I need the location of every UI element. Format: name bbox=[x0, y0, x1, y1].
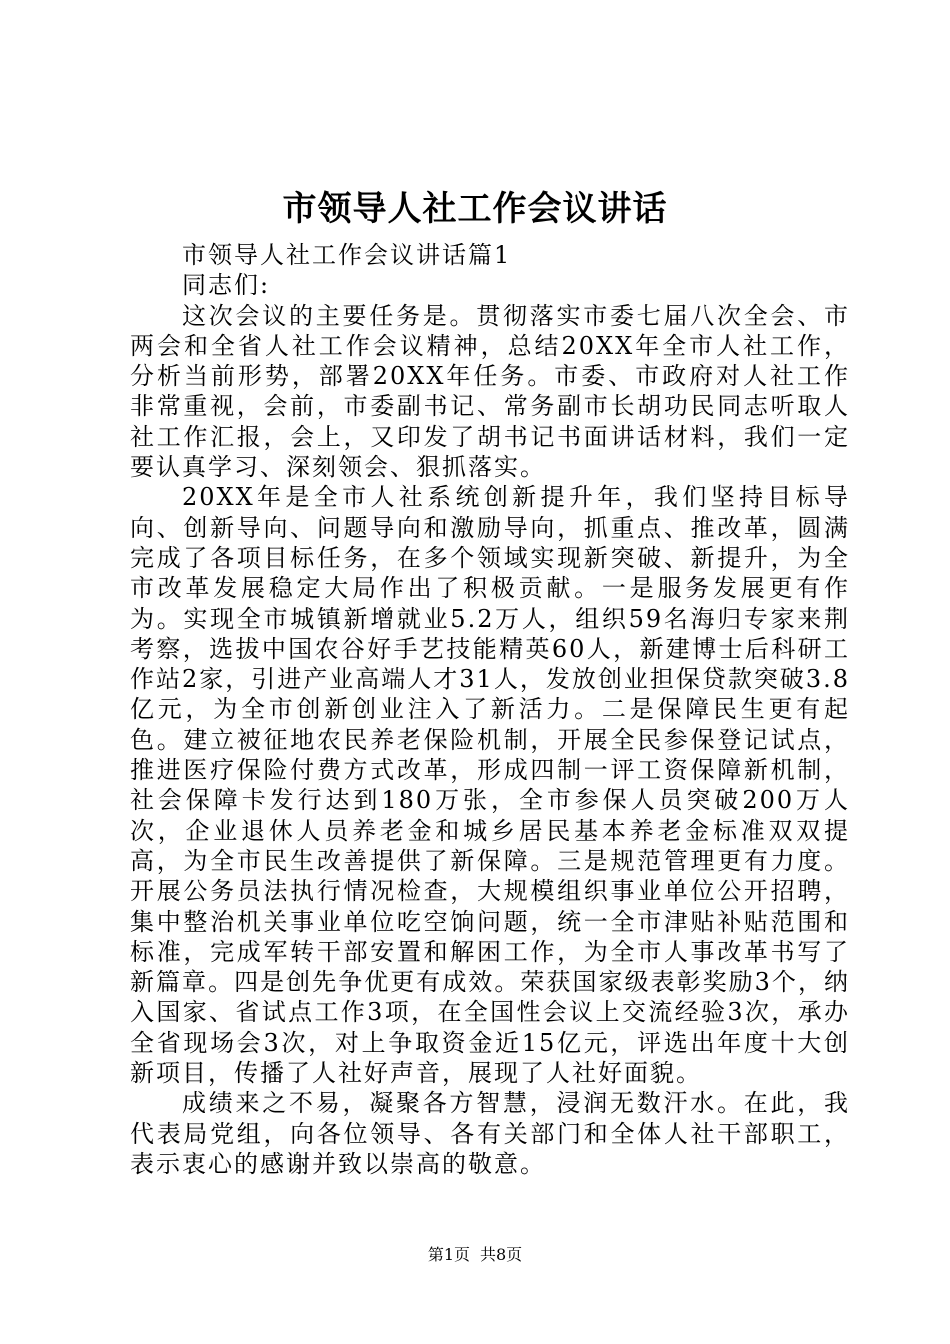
body-paragraph: 20XX年是全市人社系统创新提升年，我们坚持目标导向、创新导向、问题导向和激励导向，抓重点、推改革，圆满完成了各项目标任务，在多个领域实现新突破、新提升，为全市改革发展稳定大局作出了积极贡献。一是服务发展更有作为。实现全市城镇新增就业5.2万人，组织59名海归专家来荆考察，选拔中国农谷好手艺技能精英60人，新建博士后科研工作站2家，引进产业高端人才31人，发放创业担保贷款突破3.8亿元，为全市创新创业注入了新活力。二是保障民生更有起色。建立被征地农民养老保险机制，开展全民参保登记试点，推进医疗保险付费方式改革，形成四制一评工资保障新机制，社会保障卡发行达到180万张，全市参保人员突破200万人次，企业退休人员养老金和城乡居民基本养老金标准双双提高，为全市民生改善提供了新保障。三是规范管理更有力度。开展公务员法执行情况检查，大规模组织事业单位公开招聘，集中整治机关事业单位吃空饷问题，统一全市津贴补贴范围和标准，完成军转干部安置和解困工作，为全市人事改革书写了新篇章。四是创先争优更有成效。荣获国家级表彰奖励3个，纳入国家、省试点工作3项，在全国性会议上交流经验3次，承办全省现场会3次，对上争取资金近15亿元，评选出年度十大创新项目，传播了人社好声音，展现了人社好面貌。 bbox=[130, 483, 850, 1088]
document-body bbox=[130, 240, 850, 1179]
body-paragraph: 成绩来之不易，凝聚各方智慧，浸润无数汗水。在此，我代表局党组，向各位领导、各有关部门和全体人社干部职工，表示衷心的感谢并致以崇高的敬意。 bbox=[130, 1089, 850, 1178]
salutation: 同志们: bbox=[182, 271, 271, 300]
page-footer bbox=[0, 1245, 950, 1265]
section-heading: 市领导人社工作会议讲话篇1 bbox=[182, 241, 512, 269]
body-paragraph: 这次会议的主要任务是。贯彻落实市委七届八次全会、市两会和全省人社工作会议精神，总结20XX年全市人社工作，分析当前形势，部署20XX年任务。市委、市政府对人社工作非常重视，会前，市委副书记、常务副市长胡功民同志听取人社工作汇报，会上，又印发了胡书记书面讲话材料，我们一定要认真学习、深刻领会、狠抓落实。 bbox=[130, 301, 850, 482]
document-title: 市领导人社工作会议讲话 bbox=[282, 189, 668, 229]
page-total: 共8页 bbox=[480, 1245, 523, 1264]
page-number: 第1页 bbox=[427, 1245, 470, 1264]
